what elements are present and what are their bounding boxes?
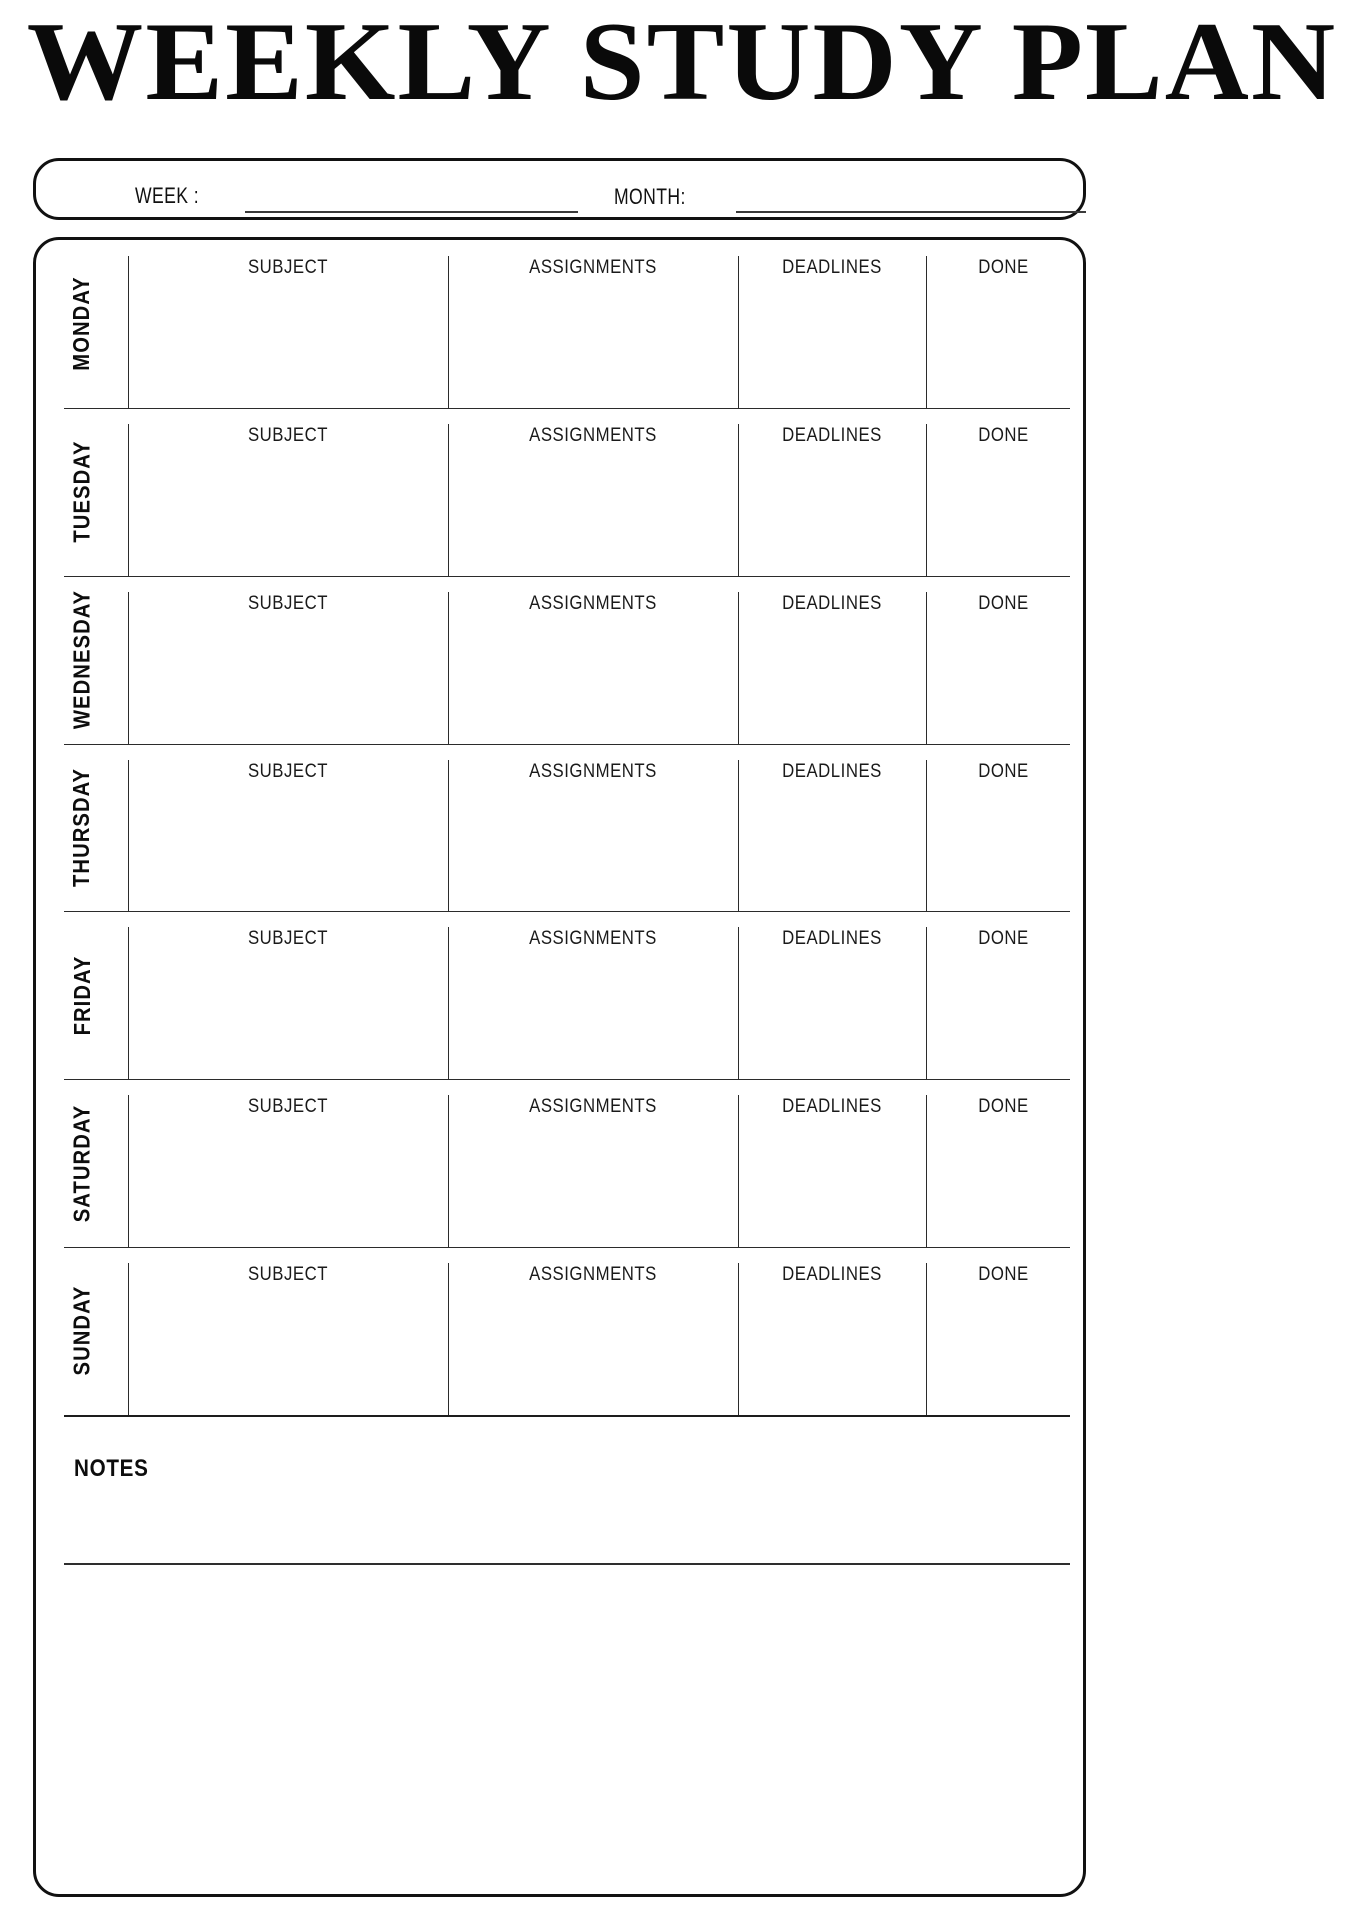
cell-caption-deadlines: DEADLINES [782, 591, 882, 614]
day-rows [36, 240, 1086, 1415]
cell-subject[interactable] [128, 760, 448, 912]
notes-label: NOTES [74, 1455, 149, 1482]
cell-caption-deadlines: DEADLINES [782, 1263, 882, 1286]
cell-done[interactable] [926, 256, 1081, 408]
cell-caption-done: DONE [978, 423, 1029, 446]
cell-caption-assignments: ASSIGNMENTS [529, 423, 657, 446]
cell-subject[interactable] [128, 1263, 448, 1415]
page-title: WEEKLY STUDY PLAN [26, 0, 1338, 124]
day-label-friday [36, 911, 128, 1079]
day-name: TUESDAY [68, 440, 95, 543]
cell-done[interactable] [926, 927, 1081, 1079]
table-row [36, 240, 1086, 408]
row-cells [128, 1247, 1086, 1415]
cell-done[interactable] [926, 592, 1081, 744]
row-cells [128, 911, 1086, 1079]
day-label-thursday [36, 744, 128, 912]
cell-caption-deadlines: DEADLINES [782, 423, 882, 446]
table-row [36, 1247, 1086, 1415]
cell-assignments[interactable] [448, 592, 738, 744]
day-name: FRIDAY [68, 955, 95, 1036]
cell-caption-done: DONE [978, 256, 1029, 278]
cell-deadlines[interactable] [738, 424, 926, 576]
cell-assignments[interactable] [448, 256, 738, 408]
cell-deadlines[interactable] [738, 760, 926, 912]
cell-subject[interactable] [128, 1095, 448, 1247]
cell-caption-assignments: ASSIGNMENTS [529, 1263, 657, 1286]
table-row [36, 911, 1086, 1079]
weekly-plan-card [33, 237, 1086, 1897]
cell-assignments[interactable] [448, 927, 738, 1079]
day-label-wednesday [36, 576, 128, 744]
table-row [36, 576, 1086, 744]
cell-done[interactable] [926, 1263, 1081, 1415]
day-name: SUNDAY [68, 1286, 95, 1376]
cell-caption-assignments: ASSIGNMENTS [529, 591, 657, 614]
cell-caption-subject: SUBJECT [247, 256, 329, 278]
week-month-header-card [33, 158, 1086, 220]
month-label: MONTH: [614, 184, 686, 209]
cell-subject[interactable] [128, 256, 448, 408]
day-label-monday [36, 240, 128, 408]
month-input[interactable] [736, 211, 1086, 213]
cell-caption-done: DONE [978, 927, 1029, 950]
table-row [36, 1079, 1086, 1247]
cell-deadlines[interactable] [738, 927, 926, 1079]
cell-subject[interactable] [128, 424, 448, 576]
table-row [36, 408, 1086, 576]
cell-caption-assignments: ASSIGNMENTS [529, 759, 657, 782]
cell-caption-deadlines: DEADLINES [782, 927, 882, 950]
day-name: WEDNESDAY [68, 590, 95, 730]
row-cells [128, 1079, 1086, 1247]
cell-caption-subject: SUBJECT [247, 759, 329, 782]
cell-caption-subject: SUBJECT [247, 591, 329, 614]
cell-done[interactable] [926, 1095, 1081, 1247]
day-name: THURSDAY [68, 767, 95, 887]
cell-caption-subject: SUBJECT [247, 423, 329, 446]
table-row [36, 744, 1086, 912]
cell-caption-deadlines: DEADLINES [782, 1095, 882, 1118]
cell-assignments[interactable] [448, 760, 738, 912]
notes-input[interactable] [64, 1563, 1070, 1565]
cell-caption-subject: SUBJECT [247, 1095, 329, 1118]
row-cells [128, 240, 1086, 408]
week-input[interactable] [245, 211, 578, 213]
cell-caption-assignments: ASSIGNMENTS [529, 927, 657, 950]
cell-deadlines[interactable] [738, 1263, 926, 1415]
cell-subject[interactable] [128, 592, 448, 744]
cell-caption-done: DONE [978, 1095, 1029, 1118]
cell-deadlines[interactable] [738, 1095, 926, 1247]
cell-caption-deadlines: DEADLINES [782, 256, 882, 278]
cell-caption-assignments: ASSIGNMENTS [529, 1095, 657, 1118]
cell-assignments[interactable] [448, 1095, 738, 1247]
cell-caption-deadlines: DEADLINES [782, 759, 882, 782]
cell-deadlines[interactable] [738, 256, 926, 408]
cell-done[interactable] [926, 424, 1081, 576]
row-cells [128, 576, 1086, 744]
row-cells [128, 408, 1086, 576]
day-name: MONDAY [68, 276, 95, 372]
cell-caption-assignments: ASSIGNMENTS [529, 256, 657, 278]
row-cells [128, 744, 1086, 912]
week-month-row [36, 161, 1083, 217]
week-label: WEEK : [135, 183, 200, 208]
notes-section [36, 1415, 1086, 1635]
cell-caption-subject: SUBJECT [247, 1263, 329, 1286]
cell-caption-done: DONE [978, 1263, 1029, 1286]
day-label-sunday [36, 1247, 128, 1415]
cell-deadlines[interactable] [738, 592, 926, 744]
cell-caption-done: DONE [978, 591, 1029, 614]
day-name: SATURDAY [68, 1104, 95, 1222]
cell-caption-done: DONE [978, 759, 1029, 782]
cell-done[interactable] [926, 760, 1081, 912]
day-label-saturday [36, 1079, 128, 1247]
cell-assignments[interactable] [448, 424, 738, 576]
day-label-tuesday [36, 408, 128, 576]
cell-assignments[interactable] [448, 1263, 738, 1415]
cell-caption-subject: SUBJECT [247, 927, 329, 950]
cell-subject[interactable] [128, 927, 448, 1079]
